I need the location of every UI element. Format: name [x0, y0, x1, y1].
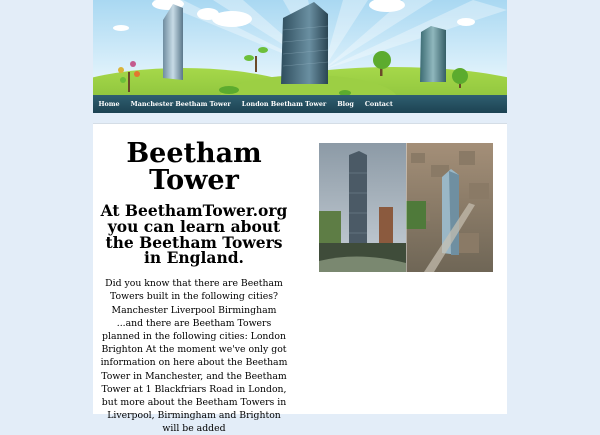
tower-photo [319, 143, 493, 272]
tower-photo-image [319, 143, 493, 272]
nav-contact[interactable]: Contact [364, 100, 393, 108]
nav-manchester-beetham-tower[interactable]: Manchester Beetham Tower [130, 100, 231, 108]
nav-home[interactable]: Home [98, 100, 120, 108]
page-title: Beetham Tower [126, 138, 262, 196]
main-column [99, 124, 289, 435]
nav-blog[interactable]: Blog [337, 100, 354, 108]
nav-london-beetham-tower[interactable]: London Beetham Tower [241, 100, 327, 108]
header-banner [93, 0, 507, 95]
main-navigation [93, 95, 507, 113]
content-area [93, 123, 507, 435]
skyline-illustration [93, 0, 507, 95]
page-subtitle: At BeethamTower.org you can learn about the Beetham Towers in England. [100, 201, 288, 268]
intro-paragraph: Did you know that there are Beetham Towers built in the following cities? Manchester Liverpool Birmingham ...and there are Beetham Towers planned in the following cities: London Brighton At the moment we've only got information on here about the Beetham Tower in Manchester, and the Beetham Tower at 1 Blackfriars Road in London, but more about the Beetham Towers in Liverpool, Birmingham and Brighton will be added [100, 278, 288, 435]
